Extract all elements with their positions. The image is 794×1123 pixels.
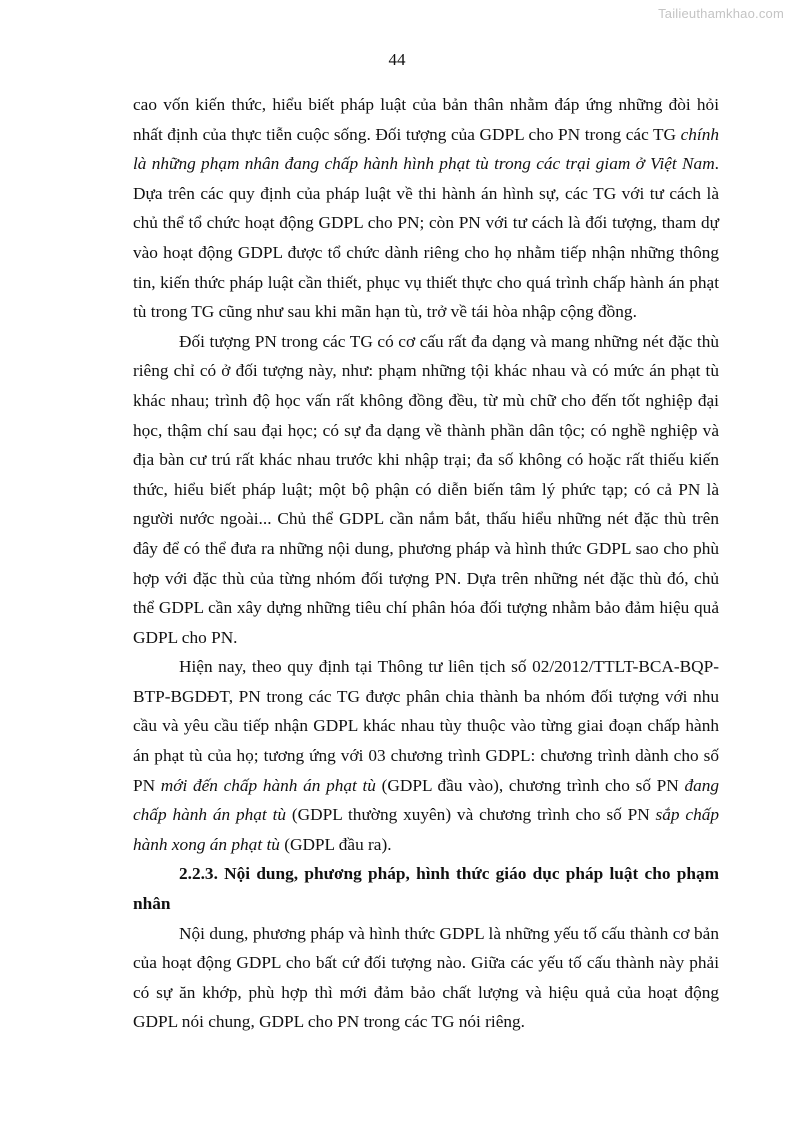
paragraph-3	[133, 652, 719, 859]
paragraph-1-italic: chính là những phạm nhân đang chấp hành hình phạt tù trong các trại giam ở Việt Nam	[133, 124, 719, 174]
paragraph-3-text-g: (GDPL đầu ra).	[279, 834, 392, 854]
paragraph-3-text-e: (GDPL thường xuyên) và chương trình cho số PN	[286, 805, 656, 825]
paragraph-3-italic-f: sắp chấp hành xong án phạt tù	[133, 805, 720, 854]
paragraph-1-text-a: cao vốn kiến thức, hiểu biết pháp luật của bản thân nhằm đáp ứng những đòi hỏi nhất định của thực tiễn cuộc sống. Đối tượng của GDPL cho PN trong các TG	[133, 95, 719, 144]
paragraph-3-italic-b: mới đến chấp hành án phạt tù	[160, 775, 376, 795]
paragraph-1-text-c: . Dựa trên các quy định của pháp luật về thi hành án hình sự, các TG với tư cách là chủ thể tổ chức hoạt động GDPL cho PN; còn PN với tư cách là đối tượng, tham dự vào hoạt động GDPL được tổ chức dành riêng cho họ nhằm tiếp nhận những thông tin, kiến thức pháp luật cần thiết, phục vụ thiết thực cho quá trình chấp hành án phạt tù trong TG cũng như sau khi mãn hạn tù, trở về tái hòa nhập cộng đồng.	[133, 154, 719, 322]
watermark: Tailieuthamkhao.com	[658, 6, 784, 21]
section-heading: 2.2.3. Nội dung, phương pháp, hình thức giáo dục pháp luật cho phạm nhân	[133, 864, 719, 914]
paragraph-2: Đối tượng PN trong các TG có cơ cấu rất đa dạng và mang những nét đặc thù riêng chỉ có ở đối tượng này, như: phạm những tội khác nhau và có mức án phạt tù khác nhau; trình độ học vấn rất không đồng đều, từ mù chữ cho đến tốt nghiệp đại học, thậm chí sau đại học; có sự đa dạng về thành phần dân tộc; có nghề nghiệp và địa bàn cư trú rất khác nhau trước khi nhập trại; đa số không có hoặc rất thiếu kiến thức, hiểu biết pháp luật; một bộ phận có diễn biến tâm lý phức tạp; có cả PN là người nước ngoài... Chủ thể GDPL cần nắm bắt, thấu hiểu những nét đặc thù trên đây để có thể đưa ra những nội dung, phương pháp và hình thức GDPL sao cho phù hợp với đặc thù của từng nhóm đối tượng PN. Dựa trên những nét đặc thù đó, chủ thể GDPL cần xây dựng những tiêu chí phân hóa đối tượng nhằm bảo đảm hiệu quả GDPL cho PN.	[133, 331, 719, 647]
paragraph-3-text-c: (GDPL đầu vào), chương trình cho số PN	[375, 775, 685, 795]
document-body	[133, 90, 719, 1037]
page-number: 44	[388, 50, 406, 69]
paragraph-4: Nội dung, phương pháp và hình thức GDPL là những yếu tố cấu thành cơ bản của hoạt động GDPL cho bất cứ đối tượng nào. Giữa các yếu tố cấu thành này phải có sự ăn khớp, phù hợp thì mới đảm bảo chất lượng và hiệu quả của hoạt động GDPL nói chung, GDPL cho PN trong các TG nói riêng.	[133, 923, 719, 1032]
paragraph-3-italic-d: đang chấp hành án phạt tù	[133, 775, 719, 825]
paragraph-1	[133, 90, 719, 327]
paragraph-3-text-a: Hiện nay, theo quy định tại Thông tư liên tịch số 02/2012/TTLT-BCA-BQP-BTP-BGDĐT, PN trong các TG được phân chia thành ba nhóm đối tượng với nhu cầu và yêu cầu tiếp nhận GDPL khác nhau tùy thuộc vào từng giai đoạn chấp hành án phạt tù của họ; tương ứng với 03 chương trình GDPL: chương trình dành cho số PN	[133, 657, 719, 795]
